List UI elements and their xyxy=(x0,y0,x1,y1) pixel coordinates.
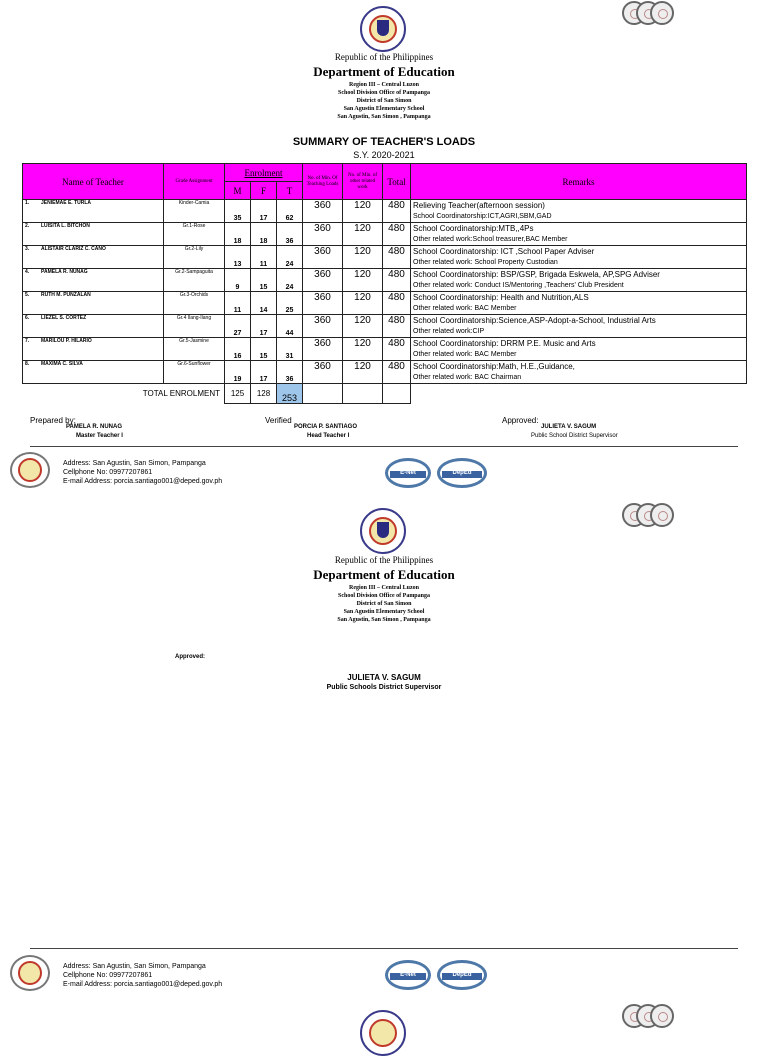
remark-line-2: Other related work: School Property Custodian xyxy=(413,259,558,266)
district-line: District of San Simon xyxy=(356,98,412,104)
remark-line-1: School Coordinatorship: BSP/GSP, Brigada Eskwela, AP,SPG Adviser xyxy=(413,270,660,279)
remark-line-2: Other related work:CIP xyxy=(413,328,485,335)
enrolment-t: 62 xyxy=(277,200,303,223)
footer-address: Address: San Agustin, San Simon, Pampanga xyxy=(63,460,206,467)
enrolment-f: 15 xyxy=(251,269,277,292)
department-title-page2: Department of Education xyxy=(313,567,455,582)
header-t: T xyxy=(277,182,303,200)
header-name: Name of Teacher xyxy=(23,164,164,200)
verified-name: PORCIA P. SANTIAGO xyxy=(294,424,358,430)
row-number: 6. xyxy=(25,315,30,321)
total-load: 480 xyxy=(383,223,411,246)
other-load: 120 xyxy=(343,338,383,361)
remark-line-2: Other related work: BAC Member xyxy=(413,351,517,358)
deped-seal-logo-page3 xyxy=(360,1010,406,1056)
approved-title: Public School District Supervisor xyxy=(531,433,618,439)
header-f: F xyxy=(251,182,277,200)
deped-seal-logo xyxy=(360,6,406,52)
deped-badge-logo xyxy=(437,458,487,488)
school-seals-logo-page2 xyxy=(622,503,676,529)
remarks-cell xyxy=(411,338,747,361)
remark-line-1: School Coordinatorship: DRRM P.E. Music and Arts xyxy=(413,339,596,348)
remark-line-2: Other related work:School treasurer,BAC Member xyxy=(413,236,568,243)
deped-seal-logo-page2 xyxy=(360,508,406,554)
enet-badge-text-page2: E-Net xyxy=(400,972,416,978)
verified-title: Head Teacher I xyxy=(307,433,350,439)
enrolment-f: 18 xyxy=(251,223,277,246)
total-f: 128 xyxy=(251,384,277,404)
address-line-page2: San Agustin, San Simon , Pampanga xyxy=(337,617,431,623)
enrolment-t: 36 xyxy=(277,223,303,246)
republic-line-page2: Republic of the Philippines xyxy=(334,555,434,565)
remark-line-1: School Coordinatorship: Health and Nutrition,ALS xyxy=(413,293,589,302)
table-row xyxy=(23,338,747,361)
footer-divider xyxy=(30,446,738,447)
total-label: TOTAL ENROLMENT xyxy=(23,384,225,404)
footer-email: E-mail Address: porcia.santiago001@deped.gov.ph xyxy=(63,478,223,485)
prepared-name: PAMELA R. NUNAG xyxy=(66,424,122,430)
address-line: San Agustin, San Simon , Pampanga xyxy=(337,114,431,120)
total-load: 480 xyxy=(383,200,411,223)
remark-line-2: Other related work: Conduct IS/Mentoring ,Teachers' Club President xyxy=(413,282,624,289)
school-seal-logo-page2 xyxy=(10,955,50,991)
teaching-load: 360 xyxy=(303,292,343,315)
remarks-cell xyxy=(411,361,747,384)
deped-badge-logo-page2 xyxy=(437,960,487,990)
teacher-name-cell xyxy=(23,315,164,338)
teaching-load: 360 xyxy=(303,246,343,269)
enrolment-m: 27 xyxy=(225,315,251,338)
remark-line-1: Relieving Teacher(afternoon session) xyxy=(413,201,545,210)
row-number: 4. xyxy=(25,269,30,275)
remarks-cell xyxy=(411,292,747,315)
teacher-name: LIEZEL S. CORTEZ xyxy=(41,315,87,321)
row-number: 3. xyxy=(25,246,30,252)
grade-assignment: Kinder-Camia xyxy=(164,200,225,223)
enet-badge-logo-page2 xyxy=(385,960,431,990)
teacher-name-cell xyxy=(23,269,164,292)
row-number: 7. xyxy=(25,338,30,344)
enrolment-f: 14 xyxy=(251,292,277,315)
remarks-cell xyxy=(411,223,747,246)
header-teaching: No. of Min. Of Teaching Loads xyxy=(303,164,343,200)
header-enrolment: Enrolment xyxy=(225,164,303,182)
teaching-load: 360 xyxy=(303,338,343,361)
teacher-name-cell xyxy=(23,292,164,315)
teacher-name: ALISTAIR CLARIZ C. CANO xyxy=(41,246,106,252)
other-load: 120 xyxy=(343,269,383,292)
teaching-load: 360 xyxy=(303,315,343,338)
division-line-page2: School Division Office of Pampanga xyxy=(337,593,430,599)
teacher-name: MARILOU P. HILARIO xyxy=(41,338,92,344)
other-load: 120 xyxy=(343,223,383,246)
footer-address-page2: Address: San Agustin, San Simon, Pampanga xyxy=(63,963,206,970)
enrolment-f: 17 xyxy=(251,315,277,338)
enrolment-t: 44 xyxy=(277,315,303,338)
enrolment-f: 17 xyxy=(251,361,277,384)
enrolment-m: 9 xyxy=(225,269,251,292)
remark-line-1: School Coordinatorship:Science,ASP-Adopt-a-School, Industrial Arts xyxy=(413,316,656,325)
total-t: 253 xyxy=(277,384,303,404)
remarks-cell xyxy=(411,246,747,269)
header-total: Total xyxy=(383,164,411,200)
header-other: No. of Min. of other related work xyxy=(343,164,383,200)
remark-line-1: School Coordinatorship: ICT ,School Paper Adviser xyxy=(413,247,595,256)
grade-assignment: Gr.6-Sunflower xyxy=(164,361,225,384)
teacher-name-cell xyxy=(23,223,164,246)
school-seals-logo-page3 xyxy=(622,1004,676,1030)
approved-label: Approved: xyxy=(502,416,539,425)
teacher-name: PAMELA R. NUNAG xyxy=(41,269,88,275)
teacher-name: MAXIMA C. SILVA xyxy=(41,361,83,367)
teacher-name-cell xyxy=(23,246,164,269)
approved-name-page2: JULIETA V. SAGUM xyxy=(347,673,421,682)
enrolment-f: 11 xyxy=(251,246,277,269)
other-load: 120 xyxy=(343,292,383,315)
school-seals-logo xyxy=(622,1,676,27)
row-number: 2. xyxy=(25,223,30,229)
footer-email-page2: E-mail Address: porcia.santiago001@deped.gov.ph xyxy=(63,981,223,988)
teacher-name: LUISITA L. BITCHON xyxy=(41,223,90,229)
republic-line: Republic of the Philippines xyxy=(334,52,434,62)
deped-badge-text: DepEd xyxy=(452,470,472,476)
grade-assignment: Gr.5-Jasmine xyxy=(164,338,225,361)
header-grade: Grade Assignment xyxy=(164,164,225,200)
enrolment-m: 18 xyxy=(225,223,251,246)
total-load: 480 xyxy=(383,269,411,292)
remark-line-1: School Coordinatorship:Math, H.E.,Guidance, xyxy=(413,362,575,371)
deped-badge-text-page2: DepEd xyxy=(452,972,472,978)
remark-line-2: Other related work: BAC Member xyxy=(413,305,517,312)
school-line-page2: San Agustin Elementary School xyxy=(343,609,425,615)
total-load: 480 xyxy=(383,338,411,361)
enrolment-t: 25 xyxy=(277,292,303,315)
enrolment-m: 13 xyxy=(225,246,251,269)
enet-badge-logo xyxy=(385,458,431,488)
teaching-load: 360 xyxy=(303,200,343,223)
footer-cellphone: Cellphone No: 09977207861 xyxy=(63,469,153,476)
table-row xyxy=(23,269,747,292)
enrolment-t: 31 xyxy=(277,338,303,361)
grade-assignment: Gr.3-Orchids xyxy=(164,292,225,315)
teacher-name: RUTH M. PUNZALAN xyxy=(41,292,91,298)
enrolment-t: 24 xyxy=(277,269,303,292)
approved-title-page2: Public Schools District Supervisor xyxy=(326,684,442,691)
enrolment-m: 35 xyxy=(225,200,251,223)
other-load: 120 xyxy=(343,246,383,269)
header-remarks: Remarks xyxy=(411,164,747,200)
footer-divider-page2 xyxy=(30,948,738,949)
table-row xyxy=(23,223,747,246)
grade-assignment: Gr.2-Lily xyxy=(164,246,225,269)
grade-assignment: Gr.1-Rose xyxy=(164,223,225,246)
enrolment-f: 17 xyxy=(251,200,277,223)
teacher-name: JENIEMAE E. TURLA xyxy=(41,200,92,206)
other-load: 120 xyxy=(343,200,383,223)
teacher-name-cell xyxy=(23,338,164,361)
total-row xyxy=(23,384,747,404)
table-row xyxy=(23,315,747,338)
remark-line-2: School Coordinatorship:ICT,AGRI,SBM,GAD xyxy=(413,213,552,220)
table-row xyxy=(23,292,747,315)
total-load: 480 xyxy=(383,315,411,338)
teaching-load: 360 xyxy=(303,269,343,292)
row-number: 5. xyxy=(25,292,30,298)
grade-assignment: Gr.4 Ilang-Ilang xyxy=(164,315,225,338)
teacher-name-cell xyxy=(23,361,164,384)
enrolment-f: 15 xyxy=(251,338,277,361)
other-load: 120 xyxy=(343,361,383,384)
footer-cellphone-page2: Cellphone No: 09977207861 xyxy=(63,972,153,979)
other-load: 120 xyxy=(343,315,383,338)
prepared-title: Master Teacher I xyxy=(76,433,123,439)
teaching-load: 360 xyxy=(303,361,343,384)
verified-label: Verified xyxy=(265,416,292,425)
remark-line-1: School Coordinatorship:MTB,,4Ps xyxy=(413,224,534,233)
total-load: 480 xyxy=(383,246,411,269)
district-line-page2: District of San Simon xyxy=(356,601,412,607)
enrolment-m: 19 xyxy=(225,361,251,384)
enet-badge-text: E-Net xyxy=(400,470,416,476)
remark-line-2: Other related work: BAC Chairman xyxy=(413,374,522,381)
remarks-cell xyxy=(411,200,747,223)
total-load: 480 xyxy=(383,292,411,315)
school-line: San Agustin Elementary School xyxy=(343,106,425,112)
header-m: M xyxy=(225,182,251,200)
enrolment-t: 24 xyxy=(277,246,303,269)
department-title: Department of Education xyxy=(313,64,455,79)
approved-name: JULIETA V. SAGUM xyxy=(541,424,597,430)
teaching-load: 360 xyxy=(303,223,343,246)
document-title: SUMMARY OF TEACHER'S LOADS xyxy=(292,136,476,148)
teacher-name-cell xyxy=(23,200,164,223)
school-seal-logo xyxy=(10,452,50,488)
row-number: 1. xyxy=(25,200,30,206)
table-row xyxy=(23,200,747,223)
region-line: Region III – Central Luzon xyxy=(348,82,419,88)
division-line: School Division Office of Pampanga xyxy=(337,90,430,96)
teacher-loads-table xyxy=(22,163,747,404)
approved-label-page2: Approved: xyxy=(175,654,205,660)
row-number: 8. xyxy=(25,361,30,367)
enrolment-m: 16 xyxy=(225,338,251,361)
remarks-cell xyxy=(411,269,747,292)
total-m: 125 xyxy=(225,384,251,404)
school-year: S.Y. 2020-2021 xyxy=(353,150,415,160)
grade-assignment: Gr.2-Sampaguita xyxy=(164,269,225,292)
table-row xyxy=(23,246,747,269)
region-line-page2: Region III – Central Luzon xyxy=(348,585,419,591)
prepared-label: Prepared by: xyxy=(30,416,76,425)
enrolment-t: 36 xyxy=(277,361,303,384)
enrolment-m: 11 xyxy=(225,292,251,315)
remarks-cell xyxy=(411,315,747,338)
total-load: 480 xyxy=(383,361,411,384)
table-row xyxy=(23,361,747,384)
